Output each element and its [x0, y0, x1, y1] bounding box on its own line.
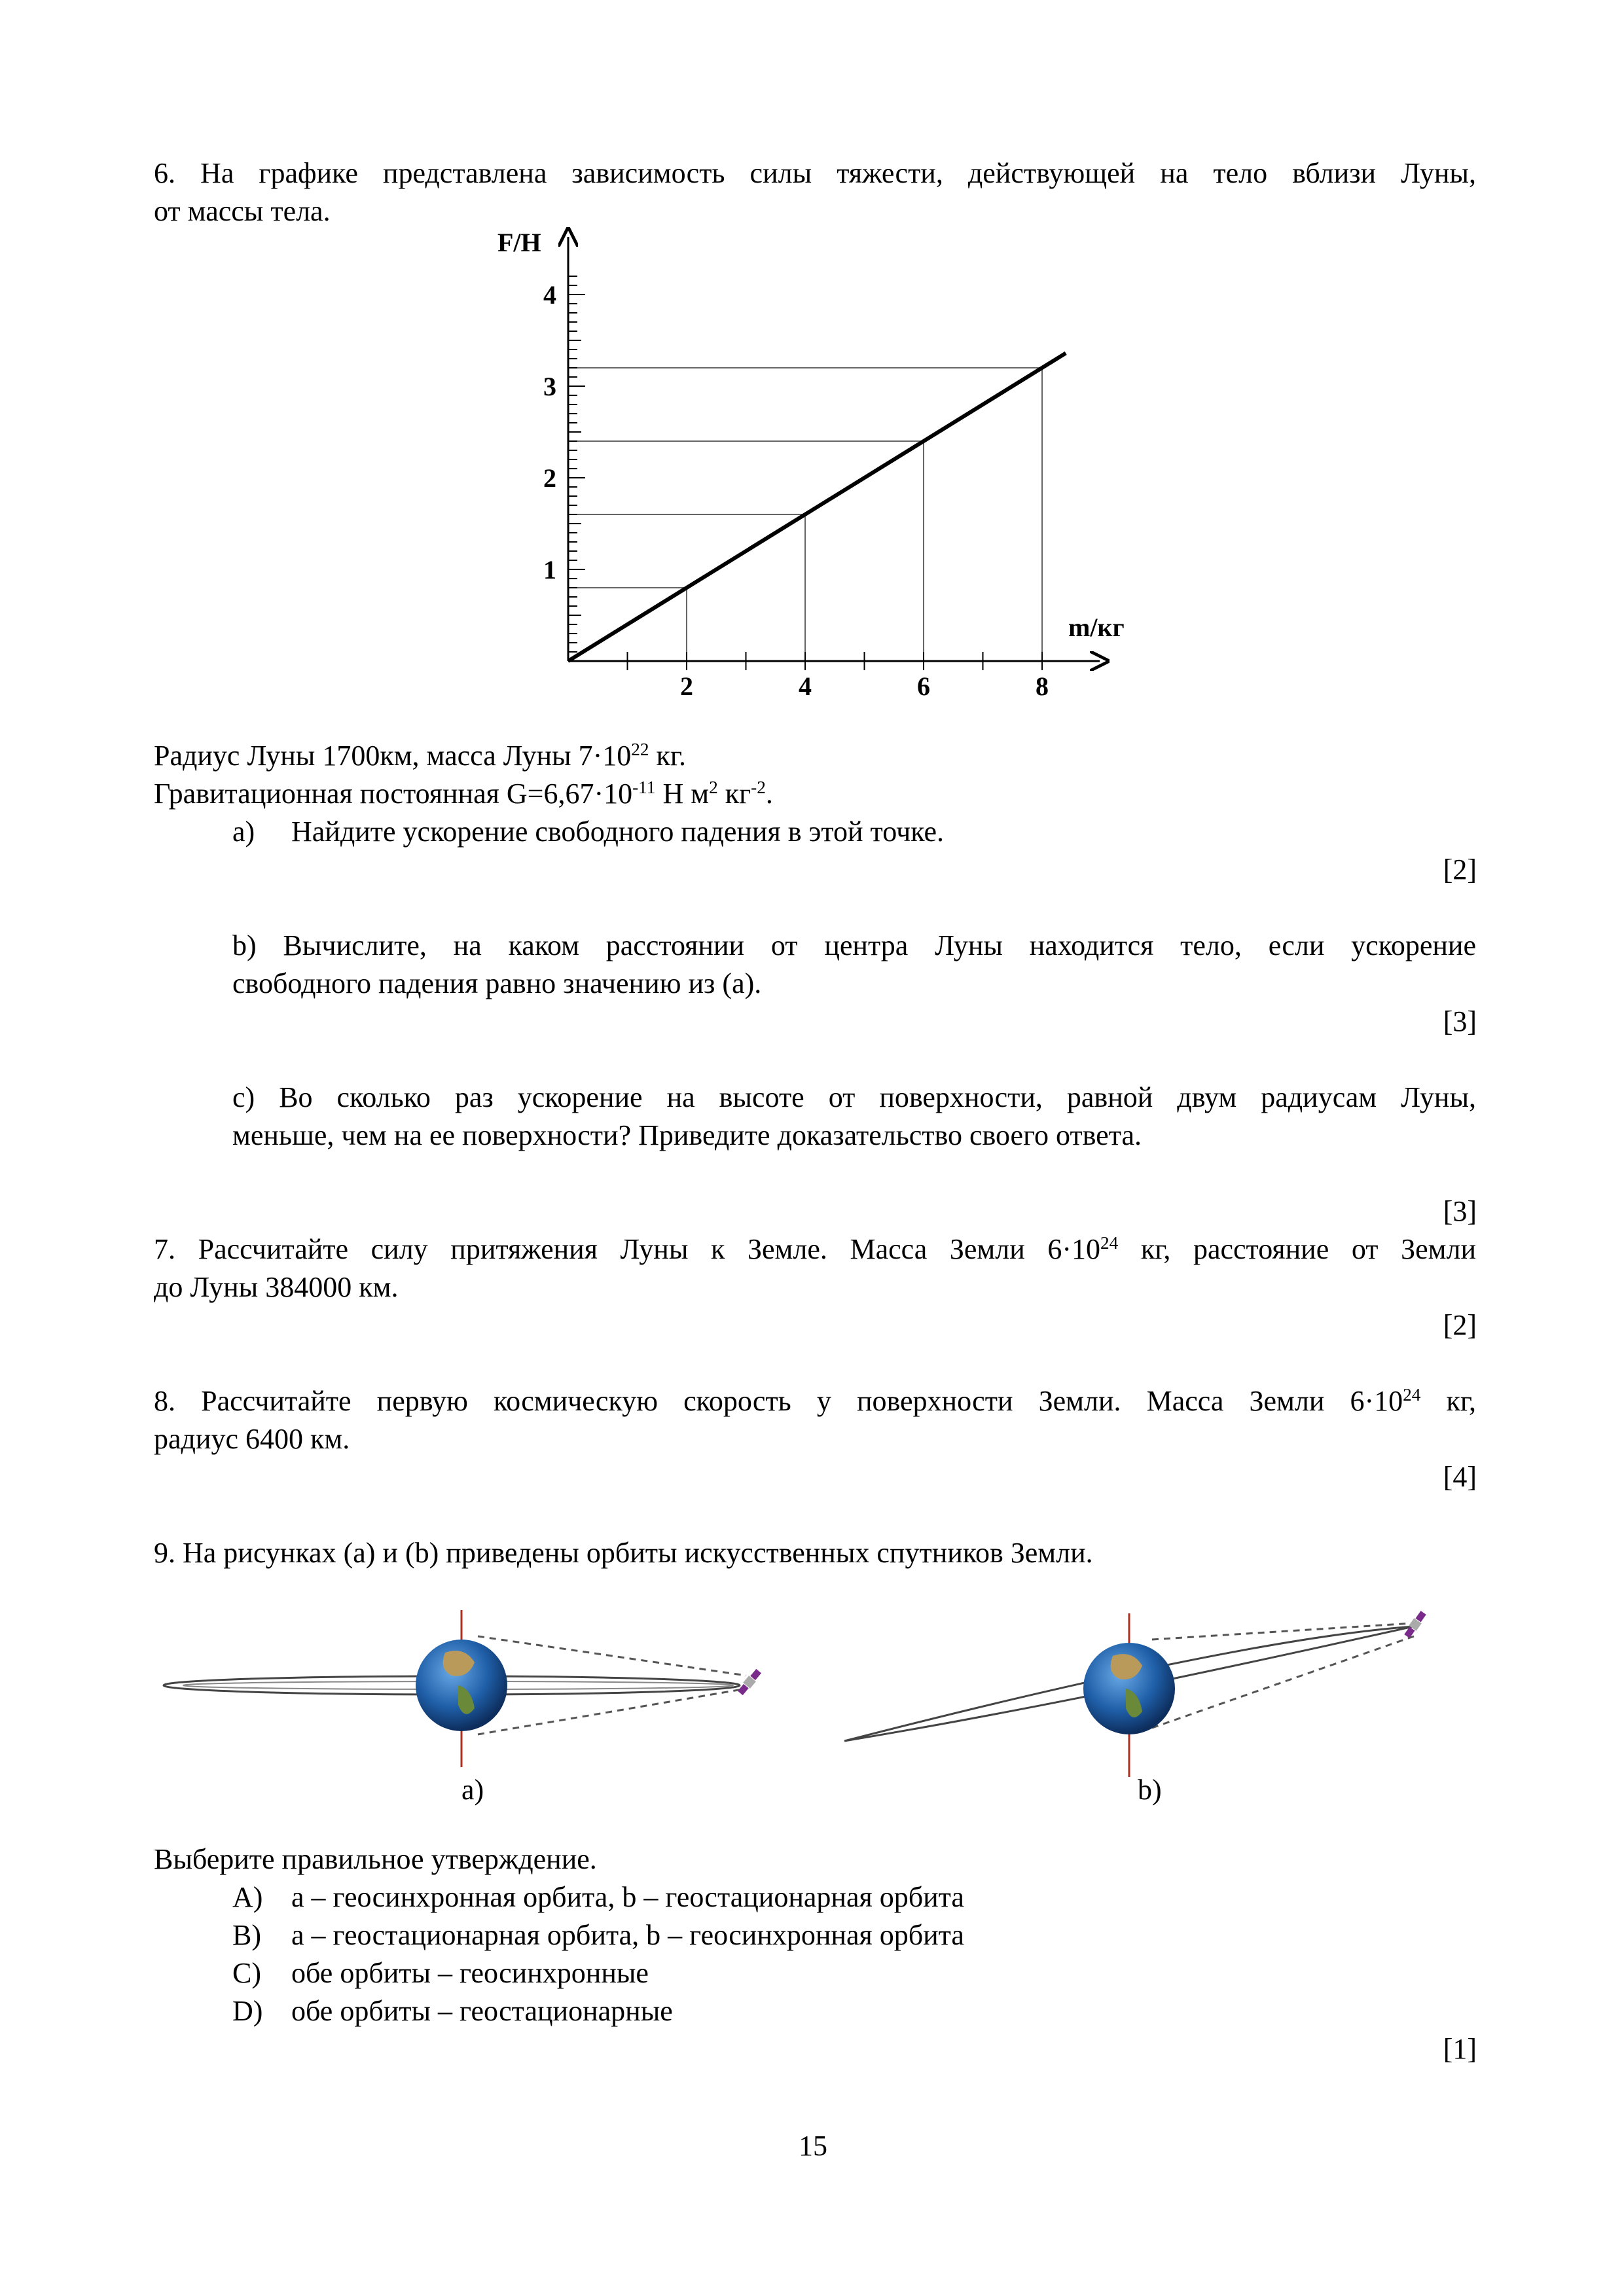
y-tick-label: 1	[543, 555, 556, 584]
satellite-a-icon	[736, 1668, 762, 1696]
y-tick-label: 2	[543, 463, 556, 493]
q6-text-line1: 6. На графике представлена зависимость силы тяжести, действующей на тело вблизи Луны,	[154, 157, 1476, 189]
q9-option-b: B) a – геостационарная орбита, b – геосинхронная орбита	[232, 1919, 964, 1951]
earth-a	[416, 1640, 507, 1731]
x-tick-label: 6	[917, 672, 930, 701]
y-axis-label: F/H	[497, 228, 541, 257]
y-axis-tick-labels	[543, 280, 556, 584]
orbit-figure-a	[164, 1610, 763, 1767]
q8-text-line2: радиус 6400 км.	[154, 1423, 350, 1455]
q6-b-mark: [3]	[1443, 1005, 1477, 1037]
q9-text-line1: 9. На рисунках (a) и (b) приведены орбиты искусственных спутников Земли.	[154, 1537, 1093, 1569]
x-tick-label: 2	[680, 672, 693, 701]
q6-c-mark: [3]	[1443, 1195, 1477, 1227]
q6-part-c-line1: c) Во сколько раз ускорение на высоте от поверхности, равной двум радиусам Луны,	[232, 1081, 1477, 1113]
figure-a-caption: a)	[461, 1774, 484, 1806]
q9-prompt: Выберите правильное утверждение.	[154, 1843, 597, 1875]
grav-constant: Гравитационная постоянная $G=6,67\cdot 10^{-11}$ Н $м^2$ $кг^{-2}$.	[154, 778, 773, 810]
x-tick-label: 8	[1036, 672, 1049, 701]
y-tick-label: 4	[543, 280, 556, 310]
q9-option-a: A) a – геосинхронная орбита, b – геостационарная орбита	[232, 1881, 964, 1913]
x-tick-label: 4	[799, 672, 812, 701]
q9-mark: [1]	[1443, 2033, 1477, 2065]
q6-a-mark: [2]	[1443, 853, 1477, 886]
q8-text-line1: 8. Рассчитайте первую космическую скорость у поверхности Земли. Масса Земли $6\cdot 10^{24}$ кг,	[154, 1385, 1477, 1417]
moon-radius-mass: Радиус Луны 1700км, масса Луны $7\cdot 10^{22}$ кг.	[154, 740, 686, 772]
q6-part-b-line2: свободного падения равно значению из (a).	[232, 967, 762, 999]
earth-b	[1083, 1643, 1175, 1734]
q7-mark: [2]	[1443, 1309, 1477, 1341]
satellite-b-icon	[1403, 1610, 1428, 1639]
q7-text-line2: до Луны 384000 км.	[154, 1271, 399, 1303]
orbit-figures	[0, 1584, 1624, 1806]
y-tick-label: 3	[543, 372, 556, 401]
y-axis-minor-ticks	[568, 276, 585, 652]
q7-text-line1: 7. Рассчитайте силу притяжения Луны к Земле. Масса Земли $6\cdot 10^{24}$ кг, расстояние от Земли	[154, 1233, 1476, 1265]
q6-text-line2: от массы тела.	[154, 195, 331, 227]
x-axis-tick-labels	[680, 672, 1049, 701]
figure-b-caption: b)	[1138, 1774, 1162, 1806]
q6-part-c-line2: меньше, чем на ее поверхности? Приведите доказательство своего ответа.	[232, 1119, 1142, 1151]
series-line	[568, 353, 1066, 661]
orbit-figure-b	[844, 1610, 1427, 1777]
force-mass-chart	[0, 0, 1624, 720]
x-axis-label: m/кг	[1068, 613, 1125, 642]
q6-part-a: a) Найдите ускорение свободного падения в этой точке.	[232, 816, 945, 848]
q9-option-d: D) обе орбиты – геостационарные	[232, 1995, 673, 2027]
q8-mark: [4]	[1443, 1461, 1477, 1493]
q6-part-b-line1: b) Вычислите, на каком расстоянии от центра Луны находится тело, если ускорение	[232, 929, 1477, 961]
q9-option-c: C) обе орбиты – геосинхронные	[232, 1957, 649, 1989]
page-number: 15	[799, 2130, 827, 2162]
